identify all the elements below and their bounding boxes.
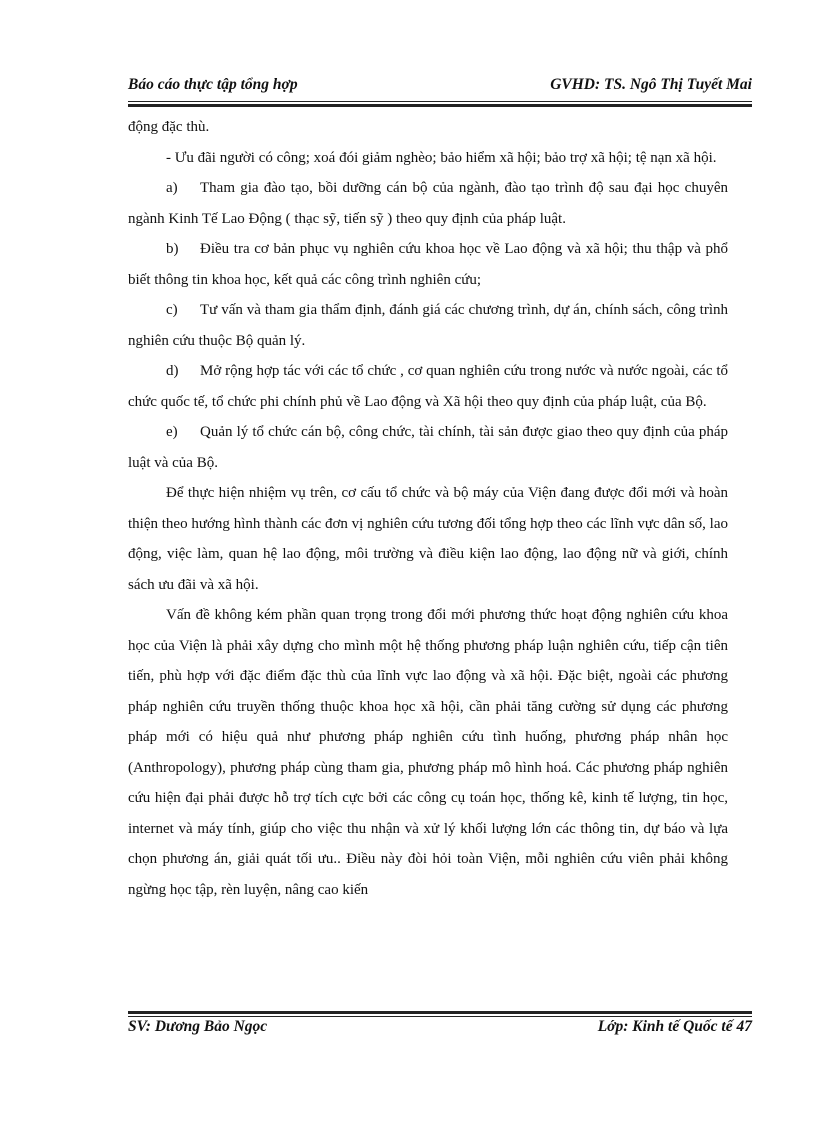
list-item-text: Tư vấn và tham gia thẩm định, đánh giá các chương trình, dự án, chính sách, công trình nghiên cứu thuộc Bộ quản lý.: [128, 302, 728, 349]
footer-rule-thin: [128, 1016, 752, 1017]
list-item-label: e): [166, 424, 178, 440]
footer-student: SV: Dương Bảo Ngọc: [128, 1018, 268, 1035]
paragraph-dash-item: - Ưu đãi người có công; xoá đói giảm nghèo; bảo hiểm xã hội; bảo trợ xã hội; tệ nạn xã hội.: [166, 149, 717, 166]
list-item-text: Mở rộng hợp tác với các tổ chức , cơ quan nghiên cứu trong nước và nước ngoài, các tổ chức quốc tế, tổ chức phi chính phủ về Lao động và Xã hội theo quy định của pháp luật, của Bộ.: [128, 363, 728, 410]
paragraph-organization: Để thực hiện nhiệm vụ trên, cơ cấu tổ chức và bộ máy của Viện đang được đổi mới và hoàn thiện theo hướng hình thành các đơn vị nghiên cứu tương đối tổng hợp theo các lĩnh vực dân số, lao động, việc làm, quan hệ lao động, môi trường và điều kiện lao động, lao động nữ và giới, chính sách ưu đãi và xã hội.: [128, 485, 728, 593]
page-header: [128, 76, 752, 94]
header-rule-thick: [128, 104, 752, 107]
header-report-title: Báo cáo thực tập tổng hợp: [128, 76, 298, 93]
list-item-b: [128, 234, 728, 295]
list-item-label: d): [166, 363, 179, 379]
list-item-text: Điều tra cơ bản phục vụ nghiên cứu khoa học về Lao động và xã hội; thu thập và phổ biết thông tin khoa học, kết quả các công trình nghiên cứu;: [128, 241, 728, 288]
list-item-text: Tham gia đào tạo, bồi dưỡng cán bộ của ngành, đào tạo trình độ sau đại học chuyên ngành Kinh Tế Lao Động ( thạc sỹ, tiến sỹ ) theo quy định của pháp luật.: [128, 180, 728, 227]
footer-class: Lớp: Kinh tế Quốc tế 47: [597, 1018, 752, 1035]
paragraph-continuation: động đặc thù.: [128, 119, 210, 135]
footer-rule-thick: [128, 1011, 752, 1014]
header-supervisor: GVHD: TS. Ngô Thị Tuyết Mai: [550, 76, 752, 93]
list-item-label: b): [166, 241, 179, 257]
list-item-d: [128, 356, 728, 417]
header-rule-thin: [128, 101, 752, 102]
body-content: [128, 112, 728, 905]
list-item-label: c): [166, 302, 178, 318]
list-item-e: [128, 417, 728, 478]
list-item-a: [128, 173, 728, 234]
list-item-label: a): [166, 180, 178, 196]
paragraph-methodology: Vấn đề không kém phần quan trọng trong đổi mới phương thức hoạt động nghiên cứu khoa học của Viện là phải xây dựng cho mình một hệ thống phương pháp luận nghiên cứu, tiếp cận tiên tiến, phù hợp với đặc điểm đặc thù của lĩnh vực lao động và xã hội. Đặc biệt, ngoài các phương pháp nghiên cứu truyền thống thuộc khoa học xã hội, cần phải tăng cường sử dụng các phương pháp mới có hiệu quả như phương pháp nghiên cứu tình huống, phương pháp nhân học (Anthropology), phương pháp cùng tham gia, phương pháp mô hình hoá. Các phương pháp nghiên cứu hiện đại phải được hỗ trợ tích cực bởi các công cụ toán học, thống kê, kinh tế lượng, tin học, internet và máy tính, giúp cho việc thu nhận và xử lý khối lượng lớn các thông tin, dự báo và lựa chọn phương án, giải quát tối ưu.. Điều này đòi hỏi toàn Viện, mỗi nghiên cứu viên phải không ngừng học tập, rèn luyện, nâng cao kiến: [128, 607, 728, 898]
list-item-c: [128, 295, 728, 356]
list-item-text: Quản lý tổ chức cán bộ, công chức, tài chính, tài sản được giao theo quy định của pháp luật và của Bộ.: [128, 424, 728, 471]
page-footer: [128, 1018, 752, 1036]
